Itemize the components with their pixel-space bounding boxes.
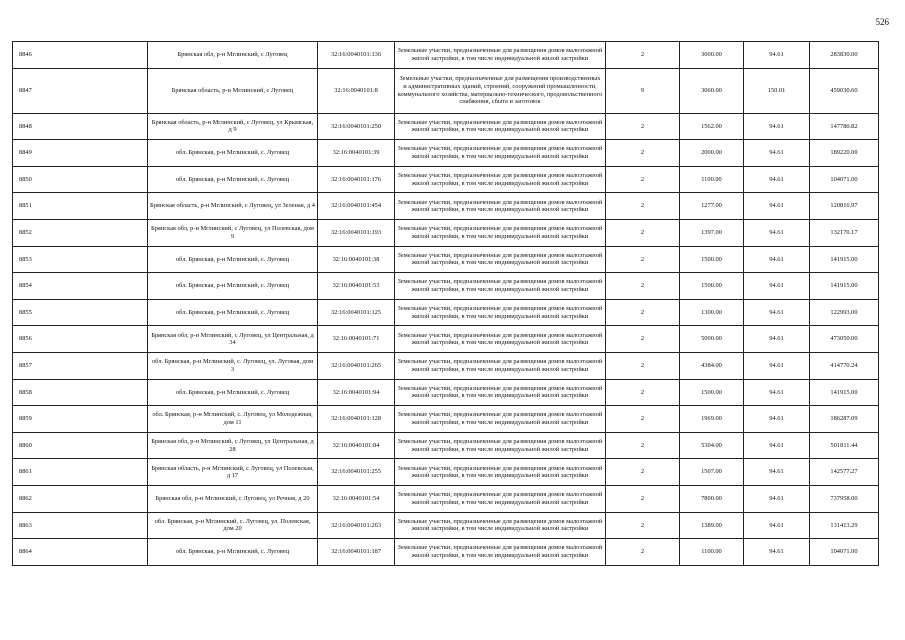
cell-cadastral-value: 147780.82 <box>810 113 879 140</box>
table-row <box>13 42 879 69</box>
table-row <box>13 113 879 140</box>
cell-specific-value: 94.61 <box>744 42 810 69</box>
cell-row-number: 8862 <box>13 485 148 512</box>
cell-cadastral-value: 141915.00 <box>810 246 879 273</box>
cell-area: 1500.00 <box>680 246 744 273</box>
cell-cadastral-number: 32:16:0040101:8 <box>318 68 395 113</box>
cell-area: 1507.00 <box>680 459 744 486</box>
cell-cadastral-number: 32:16:0040101:136 <box>318 42 395 69</box>
cell-permitted-use: Земельные участки, предназначенные для размещения домов малоэтажной жилой застройки, в том числе индивидуальной жилой застройки <box>395 326 606 353</box>
table-row <box>13 219 879 246</box>
cell-address: обл. Брянская, р-н Мглинский, с. Луговец <box>148 539 318 566</box>
cell-cadastral-value: 141915.00 <box>810 273 879 300</box>
table-body <box>13 42 879 566</box>
cell-specific-value: 94.61 <box>744 299 810 326</box>
cell-use-group: 2 <box>606 42 680 69</box>
cell-permitted-use: Земельные участки, предназначенные для размещения домов малоэтажной жилой застройки, в том числе индивидуальной жилой застройки <box>395 406 606 433</box>
cell-area: 1100.00 <box>680 539 744 566</box>
cell-use-group: 2 <box>606 166 680 193</box>
cell-area: 1500.00 <box>680 379 744 406</box>
cell-area: 1277.00 <box>680 193 744 220</box>
cell-area: 1397.00 <box>680 219 744 246</box>
cell-permitted-use: Земельные участки, предназначенные для размещения домов малоэтажной жилой застройки, в том числе индивидуальной жилой застройки <box>395 113 606 140</box>
cell-cadastral-value: 104071.00 <box>810 166 879 193</box>
cell-cadastral-number: 32:16:0040101:84 <box>318 432 395 459</box>
table-row <box>13 485 879 512</box>
cell-specific-value: 150.01 <box>744 68 810 113</box>
cell-permitted-use: Земельные участки, предназначенные для размещения домов малоэтажной жилой застройки, в том числе индивидуальной жилой застройки <box>395 512 606 539</box>
cell-cadastral-number: 32:16:0040101:53 <box>318 273 395 300</box>
cell-address: Брянская обл, р-н Мглинский, с Луговец, ул Центральная, д 28 <box>148 432 318 459</box>
cell-row-number: 8849 <box>13 140 148 167</box>
cell-cadastral-value: 120816.97 <box>810 193 879 220</box>
cell-permitted-use: Земельные участки, предназначенные для размещения домов малоэтажной жилой застройки, в том числе индивидуальной жилой застройки <box>395 42 606 69</box>
cell-specific-value: 94.61 <box>744 432 810 459</box>
cell-row-number: 8863 <box>13 512 148 539</box>
cell-permitted-use: Земельные участки, предназначенные для размещения домов малоэтажной жилой застройки, в том числе индивидуальной жилой застройки <box>395 432 606 459</box>
cell-row-number: 8860 <box>13 432 148 459</box>
cell-cadastral-number: 32:16:0040101:71 <box>318 326 395 353</box>
cell-cadastral-value: 142577.27 <box>810 459 879 486</box>
cell-address: Брянская обл, р-н Мглинский, с Луговец, ул Центральная, д 34 <box>148 326 318 353</box>
cell-cadastral-value: 473050.00 <box>810 326 879 353</box>
cell-address: Брянская область, р-н Мглинский, с Луговец <box>148 68 318 113</box>
cell-row-number: 8854 <box>13 273 148 300</box>
cell-specific-value: 94.61 <box>744 485 810 512</box>
cell-cadastral-value: 283830.00 <box>810 42 879 69</box>
cell-address: Брянская обл, р-н Мглинский, с Луговец <box>148 42 318 69</box>
cell-specific-value: 94.61 <box>744 512 810 539</box>
cell-permitted-use: Земельные участки, предназначенные для размещения домов малоэтажной жилой застройки, в том числе индивидуальной жилой застройки <box>395 299 606 326</box>
cell-cadastral-number: 32:16:0040101:250 <box>318 113 395 140</box>
cell-permitted-use: Земельные участки, предназначенные для размещения домов малоэтажной жилой застройки, в том числе индивидуальной жилой застройки <box>395 193 606 220</box>
cell-use-group: 2 <box>606 459 680 486</box>
cell-area: 5304.00 <box>680 432 744 459</box>
cell-address: обл. Брянская, р-н Мглинский, с. Луговец <box>148 273 318 300</box>
cell-cadastral-value: 141915.00 <box>810 379 879 406</box>
cell-use-group: 2 <box>606 512 680 539</box>
cell-use-group: 2 <box>606 113 680 140</box>
cell-use-group: 2 <box>606 352 680 379</box>
cell-specific-value: 94.61 <box>744 539 810 566</box>
cell-area: 1300.00 <box>680 299 744 326</box>
cell-row-number: 8857 <box>13 352 148 379</box>
cell-address: обл. Брянская, р-н Мглинский, с. Луговец <box>148 166 318 193</box>
cell-address: Брянская область, р-н Мглинский, с Луговец, ул Зеленая, д 4 <box>148 193 318 220</box>
table-row <box>13 273 879 300</box>
cell-permitted-use: Земельные участки, предназначенные для размещения домов малоэтажной жилой застройки, в том числе индивидуальной жилой застройки <box>395 246 606 273</box>
table-row <box>13 140 879 167</box>
table-row <box>13 539 879 566</box>
table-row <box>13 326 879 353</box>
cell-specific-value: 94.61 <box>744 193 810 220</box>
cell-use-group: 2 <box>606 485 680 512</box>
cell-address: Брянская обл, р-н Мглинский, с Луговец, ул Речная, д 20 <box>148 485 318 512</box>
cell-use-group: 2 <box>606 379 680 406</box>
cell-row-number: 8864 <box>13 539 148 566</box>
cell-specific-value: 94.61 <box>744 113 810 140</box>
cell-use-group: 2 <box>606 246 680 273</box>
cell-address: обл. Брянская, р-н Мглинский, с. Луговец <box>148 379 318 406</box>
cell-area: 5000.00 <box>680 326 744 353</box>
cell-area: 7800.00 <box>680 485 744 512</box>
cell-permitted-use: Земельные участки, предназначенные для размещения домов малоэтажной жилой застройки, в том числе индивидуальной жилой застройки <box>395 219 606 246</box>
table-row <box>13 459 879 486</box>
cell-area: 1100.00 <box>680 166 744 193</box>
cell-cadastral-number: 32:16:0040101:176 <box>318 166 395 193</box>
cell-cadastral-number: 32:16:0040101:38 <box>318 246 395 273</box>
cell-cadastral-value: 131413.29 <box>810 512 879 539</box>
table-row <box>13 512 879 539</box>
cell-cadastral-value: 132170.17 <box>810 219 879 246</box>
cell-row-number: 8859 <box>13 406 148 433</box>
cell-row-number: 8846 <box>13 42 148 69</box>
table-row <box>13 299 879 326</box>
cell-permitted-use: Земельные участки, предназначенные для размещения домов малоэтажной жилой застройки, в том числе индивидуальной жилой застройки <box>395 539 606 566</box>
cell-use-group: 2 <box>606 432 680 459</box>
cell-specific-value: 94.61 <box>744 459 810 486</box>
cell-address: обл. Брянская, р-н Мглинский, с. Луговец, ул. Луговая, дом 3 <box>148 352 318 379</box>
cell-specific-value: 94.61 <box>744 166 810 193</box>
cell-row-number: 8851 <box>13 193 148 220</box>
cell-cadastral-number: 32:16:0040101:454 <box>318 193 395 220</box>
cell-address: обл. Брянская, р-н Мглинский, с. Луговец, ул. Полевская, дом 20 <box>148 512 318 539</box>
cell-cadastral-value: 186287.09 <box>810 406 879 433</box>
cell-area: 1500.00 <box>680 273 744 300</box>
cell-specific-value: 94.61 <box>744 352 810 379</box>
cell-row-number: 8853 <box>13 246 148 273</box>
cell-use-group: 2 <box>606 406 680 433</box>
cell-area: 3060.00 <box>680 68 744 113</box>
cell-specific-value: 94.61 <box>744 246 810 273</box>
cell-cadastral-number: 32:16:0040101:255 <box>318 459 395 486</box>
table-row <box>13 379 879 406</box>
cell-cadastral-number: 32:16:0040101:265 <box>318 352 395 379</box>
cell-specific-value: 94.61 <box>744 406 810 433</box>
cell-specific-value: 94.61 <box>744 326 810 353</box>
cell-cadastral-value: 737958.00 <box>810 485 879 512</box>
cell-cadastral-number: 32:16:0040101:54 <box>318 485 395 512</box>
cell-row-number: 8848 <box>13 113 148 140</box>
cell-permitted-use: Земельные участки, предназначенные для размещения домов малоэтажной жилой застройки, в том числе индивидуальной жилой застройки <box>395 485 606 512</box>
cell-cadastral-number: 32:16:0040101:125 <box>318 299 395 326</box>
cell-address: Брянская обл, р-н Мглинский, с Луговец, ул Полевская, дом 9 <box>148 219 318 246</box>
cell-permitted-use: Земельные участки, предназначенные для размещения домов малоэтажной жилой застройки, в том числе индивидуальной жилой застройки <box>395 273 606 300</box>
cell-area: 3000.00 <box>680 42 744 69</box>
cell-permitted-use: Земельные участки, предназначенные для размещения домов малоэтажной жилой застройки, в том числе индивидуальной жилой застройки <box>395 166 606 193</box>
cell-area: 2000.00 <box>680 140 744 167</box>
table-row <box>13 406 879 433</box>
cell-use-group: 2 <box>606 193 680 220</box>
cell-use-group: 2 <box>606 326 680 353</box>
cell-row-number: 8847 <box>13 68 148 113</box>
cell-area: 1562.00 <box>680 113 744 140</box>
cell-row-number: 8858 <box>13 379 148 406</box>
cell-row-number: 8856 <box>13 326 148 353</box>
cell-address: обл. Брянская, р-н Мглинский, с. Луговец <box>148 246 318 273</box>
cell-permitted-use: Земельные участки, предназначенные для размещения домов малоэтажной жилой застройки, в том числе индивидуальной жилой застройки <box>395 352 606 379</box>
cell-area: 1389.00 <box>680 512 744 539</box>
cell-area: 4384.00 <box>680 352 744 379</box>
cell-cadastral-value: 122993.00 <box>810 299 879 326</box>
cell-row-number: 8852 <box>13 219 148 246</box>
table-row <box>13 352 879 379</box>
cell-area: 1969.00 <box>680 406 744 433</box>
cell-specific-value: 94.61 <box>744 140 810 167</box>
cell-use-group: 2 <box>606 140 680 167</box>
cell-row-number: 8850 <box>13 166 148 193</box>
cell-cadastral-number: 32:16:0040101:94 <box>318 379 395 406</box>
cell-use-group: 9 <box>606 68 680 113</box>
cell-permitted-use: Земельные участки, предназначенные для размещения домов малоэтажной жилой застройки, в том числе индивидуальной жилой застройки <box>395 459 606 486</box>
cell-use-group: 2 <box>606 273 680 300</box>
table-row <box>13 166 879 193</box>
cell-permitted-use: Земельные участки, предназначенные для размещения домов малоэтажной жилой застройки, в том числе индивидуальной жилой застройки <box>395 379 606 406</box>
cell-use-group: 2 <box>606 539 680 566</box>
cell-row-number: 8855 <box>13 299 148 326</box>
cell-cadastral-number: 32:16:0040101:128 <box>318 406 395 433</box>
table-row <box>13 193 879 220</box>
cell-cadastral-number: 32:16:0040101:39 <box>318 140 395 167</box>
cell-row-number: 8861 <box>13 459 148 486</box>
cell-use-group: 2 <box>606 219 680 246</box>
cell-address: обл. Брянская, р-н Мглинский, с. Луговец <box>148 299 318 326</box>
cell-cadastral-number: 32:16:0040101:263 <box>318 512 395 539</box>
table-row <box>13 246 879 273</box>
cadastral-value-table <box>12 41 879 566</box>
cell-address: обл. Брянская, р-н Мглинский, с. Луговец <box>148 140 318 167</box>
cell-permitted-use: Земельные участки, предназначенные для размещения домов малоэтажной жилой застройки, в том числе индивидуальной жилой застройки <box>395 140 606 167</box>
table-row <box>13 68 879 113</box>
cell-cadastral-number: 32:16:0040101:187 <box>318 539 395 566</box>
cell-specific-value: 94.61 <box>744 219 810 246</box>
table-row <box>13 432 879 459</box>
cell-specific-value: 94.61 <box>744 273 810 300</box>
page-number: 526 <box>875 17 889 27</box>
cell-cadastral-value: 501811.44 <box>810 432 879 459</box>
cell-cadastral-value: 459030.60 <box>810 68 879 113</box>
cell-cadastral-value: 414770.24 <box>810 352 879 379</box>
cell-cadastral-value: 104071.00 <box>810 539 879 566</box>
cell-cadastral-value: 189220.00 <box>810 140 879 167</box>
cell-use-group: 2 <box>606 299 680 326</box>
cell-address: обл. Брянская, р-н Мглинский, с. Луговец, ул Молодежная, дом 11 <box>148 406 318 433</box>
cell-specific-value: 94.61 <box>744 379 810 406</box>
cell-permitted-use: Земельные участки, предназначенные для размещения производственных и административных зданий, строений, сооружений промышленности, коммунального хозяйства, материально-технического, продовольственного снабжения, сбыта и заготовок <box>395 68 606 113</box>
cell-cadastral-number: 32:16:0040101:193 <box>318 219 395 246</box>
cell-address: Брянская область, р-н Мглинский, с Луговец, ул Полевская, д 17 <box>148 459 318 486</box>
cell-address: Брянская область, р-н Мглинский, с Луговец, ул Крымская, д 9 <box>148 113 318 140</box>
